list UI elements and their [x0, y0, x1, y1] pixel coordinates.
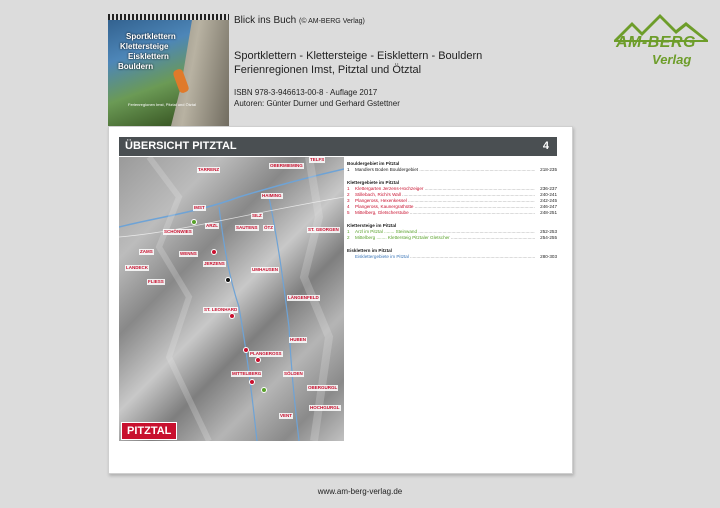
toc-num	[347, 254, 355, 260]
publisher-note: (© AM-BERG Verlag)	[299, 18, 365, 25]
cover-line-2: Klettersteige	[120, 42, 169, 51]
place-fliess: FLIESS	[148, 279, 164, 284]
toc-heading-klettersteige: Klettersteige im Pitztal	[347, 223, 397, 228]
toc-label: Eisklettergebiete im Pitztal .....	[355, 254, 535, 260]
toc-pages: 236-237	[540, 186, 557, 191]
pin-gletscherstube	[249, 379, 255, 385]
cover-subtitle: Ferienregionen Imst, Pitztal und Ötztal	[128, 102, 197, 107]
place-telfs: TELFS	[310, 157, 325, 162]
toc-num: 2	[347, 235, 350, 240]
toc-num: 2	[347, 192, 350, 197]
toc-row	[347, 254, 557, 260]
toc-pages: 240-241	[540, 192, 557, 197]
toc-label: Klettergarten Jerzens-Hochzeiger .....	[355, 186, 535, 192]
toc-pages: 218-235	[540, 167, 557, 172]
place-silz: SILZ	[252, 213, 262, 218]
toc-pages: 246-247	[540, 204, 557, 209]
title-line-1: Sportklettern - Klettersteige - Eisklettern - Bouldern	[234, 50, 483, 62]
toc-label: Mandlers Boden Bouldergebiet .....	[355, 167, 535, 173]
place-vent: VENT	[280, 413, 293, 418]
authors: Autoren: Günter Durner und Gerhard Gstettner	[234, 99, 400, 108]
toc-label: Plangeross, Kaunergrathütte .....	[355, 204, 535, 210]
place-schoenwies: SCHÖNWIES	[164, 229, 192, 234]
toc-pages: 280-303	[540, 254, 557, 259]
toc-heading-bouldern: Bouldergebiet im Pitztal	[347, 161, 400, 166]
toc-row	[347, 210, 557, 216]
place-haiming: HAIMING	[262, 193, 282, 198]
pin-jerzens	[211, 249, 217, 255]
toc-num: 1	[347, 229, 350, 234]
pin-klettersteig-gletscher	[261, 387, 267, 393]
place-hochgurgl: HOCHGURGL	[310, 405, 340, 410]
logo-line-1: AM-BERG	[616, 34, 696, 51]
book-page	[108, 126, 573, 474]
toc-pages: 242-245	[540, 198, 557, 203]
am-berg-logo	[614, 12, 708, 76]
toc-row	[347, 167, 557, 173]
overview-map	[119, 157, 344, 441]
place-laengenfeld: LÄNGENFELD	[288, 295, 319, 300]
toc-pages: 252-253	[540, 229, 557, 234]
place-soelden: SÖLDEN	[284, 371, 303, 376]
place-mittelberg: MITTELBERG	[232, 371, 262, 376]
toc-label: Stillebach, Richi's Wall .....	[355, 192, 535, 198]
place-plangeross: PLANGEROSS	[250, 351, 282, 356]
pin-hexenkessel	[243, 347, 249, 353]
place-landeck: LANDECK	[126, 265, 148, 270]
place-obergurgl: OBERGURGL	[308, 385, 338, 390]
cover-line-4: Bouldern	[118, 62, 154, 71]
toc-label: Plangeross, Hexenkessel .....	[355, 198, 535, 204]
place-st-leonhard: ST. LEONHARD	[204, 307, 238, 312]
toc-label: Arzl im Pitztal ........ Steinwand .....	[355, 229, 535, 235]
toc-num: 1	[347, 186, 350, 191]
book-info	[234, 87, 400, 109]
place-zams: ZAMS	[140, 249, 153, 254]
pin-steinwand	[191, 219, 197, 225]
blick-ins-buch	[234, 15, 365, 26]
blick-label: Blick ins Buch	[234, 15, 297, 26]
toc-row	[347, 235, 557, 241]
cover-line-1: Sportklettern	[126, 32, 176, 41]
page-number: 4	[542, 140, 549, 152]
place-oetz: ÖTZ	[264, 225, 273, 230]
place-umhausen: UMHAUSEN	[252, 267, 279, 272]
title-line-2: Ferienregionen Imst, Pitztal und Ötztal	[234, 64, 422, 76]
pin-stillebach	[229, 313, 235, 319]
toc-num: 1	[347, 167, 350, 172]
toc-heading-klettern: Klettergebiete im Pitztal	[347, 180, 400, 185]
toc-label: Mittelberg, Gletscherstube .....	[355, 210, 535, 216]
book-cover	[108, 14, 229, 134]
toc-num: 3	[347, 198, 350, 203]
table-of-contents	[347, 161, 557, 260]
place-wenns: WENNS	[180, 251, 197, 256]
toc-num: 4	[347, 204, 350, 209]
page-title-bar	[119, 137, 557, 156]
footer-url[interactable]: www.am-berg-verlag.de	[317, 487, 403, 496]
toc-pages: 248-251	[540, 210, 557, 215]
pin-boulder	[225, 277, 231, 283]
place-obermieming: OBERMIEMING	[270, 163, 303, 168]
toc-heading-eisklettern: Eisklettern im Pitztal	[347, 248, 392, 253]
toc-num: 5	[347, 210, 350, 215]
place-jerzens: JERZENS	[204, 261, 225, 266]
place-imst: IMST	[194, 205, 205, 210]
place-sautens: SAUTENS	[236, 225, 258, 230]
page-title: ÜBERSICHT PITZTAL	[125, 140, 237, 152]
pin-kaunergrat	[255, 357, 261, 363]
book-title	[234, 49, 482, 77]
map-region-label: PITZTAL	[121, 422, 177, 440]
logo-line-2: Verlag	[652, 52, 692, 67]
cover-line-3: Eisklettern	[128, 52, 169, 61]
isbn: ISBN 978-3-946613-00-8 · Auflage 2017	[234, 88, 378, 97]
cover-spiral	[108, 14, 229, 20]
place-arzl: ARZL	[206, 223, 218, 228]
place-st-georgen: ST. GEORGEN	[308, 227, 339, 232]
toc-pages: 254-255	[540, 235, 557, 240]
toc-label: Mittelberg ........ Klettersteig Pitztaler Gletscher .....	[355, 235, 535, 241]
place-huben: HUBEN	[290, 337, 307, 342]
place-tarrenz: TARRENZ	[198, 167, 220, 172]
